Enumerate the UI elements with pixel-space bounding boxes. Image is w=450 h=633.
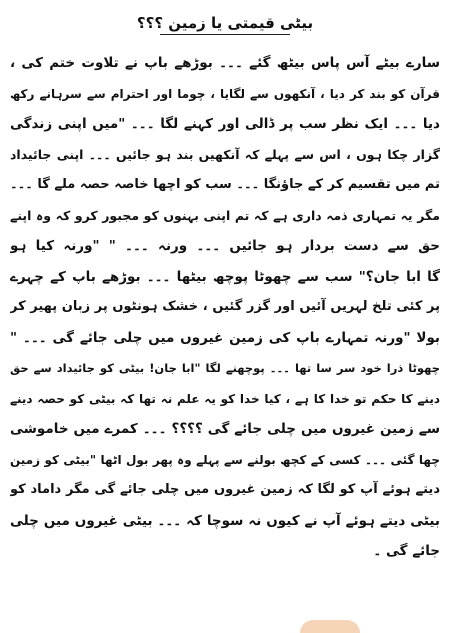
body-line: دینے کا حکم تو خدا کا ہے ، کیا خدا کو یہ علم نہ تھا کہ بیٹی کو حصہ دینے — [10, 391, 440, 406]
title-underline — [160, 34, 290, 35]
body-line: دیا ۔۔۔ ایک نظر سب پر ڈالی اور کہنے لگا ۔۔۔ "میں اپنی زندگی — [10, 116, 440, 132]
body-line: حق سے دست بردار ہو جائیں ۔۔۔ ورنہ ۔۔۔ " "ورنہ کیا ہو — [10, 238, 440, 254]
document-title: بیٹی قیمتی یا زمین ؟؟؟ — [136, 14, 314, 32]
body-line: بولا "ورنہ تمہارے باپ کی زمین غیروں میں چلی جائے گی ۔۔۔ " — [10, 329, 440, 346]
body-line: پر کئی تلخ لہریں آئیں اور گزر گئیں ، خشک ہونٹوں پر زبان پھیر کر — [10, 299, 440, 314]
body-line: قرآن کو بند کر دیا ، آنکھوں سے لگایا ، چوما اور احترام سے سرہانے رکھ — [10, 86, 440, 101]
body-line: سے زمین غیروں میں چلی جائے گی ؟؟؟؟ ۔۔۔ کمرے میں خاموشی — [10, 421, 440, 437]
body-line: گا ابا جان؟" سب سے چھوٹا پوچھ بیٹھا ۔۔۔ بوڑھے باپ کے چہرے — [10, 268, 440, 285]
body-line: گزار چکا ہوں ، اس سے پہلے کہ آنکھیں بند ہو جائیں ۔۔۔ اپنی جائیداد — [10, 146, 440, 162]
body-line: مگر یہ تمہاری ذمہ داری ہے کہ تم اپنی بہنوں کو مجبور کرو کہ وہ اپنے — [10, 207, 440, 223]
body-line: سارے بیٹے آس پاس بیٹھ گئے ۔۔۔ بوڑھے باپ نے تلاوت ختم کی ، — [10, 55, 440, 71]
body-line: چھوٹا ذرا خود سر سا تھا ۔۔۔ پوچھنے لگا "ابا جان! بیٹی کو جائیداد سے حق — [10, 361, 440, 375]
bottom-edge-smudge — [300, 620, 360, 633]
body-line: دیتے ہوئے آپ کو لگا کہ زمین غیروں میں چلی جائے گی مگر داماد کو — [10, 482, 440, 497]
body-line: تم میں تقسیم کر کے جاؤنگا ۔۔۔ سب کو اچھا خاصہ حصہ ملے گا ۔۔۔ — [10, 177, 440, 192]
body-line: بیٹی دیتے ہوئے آپ نے کیوں نہ سوچا کہ ۔۔۔ بیٹی غیروں میں چلی — [10, 512, 440, 529]
body-line: چھا گئی ۔۔۔ کسی کے کچھ بولنے سے پہلے وہ پھر بول اٹھا "بیٹی کو زمین — [10, 452, 440, 467]
body-line-last: جائے گی ۔ — [373, 543, 440, 559]
document-body — [10, 48, 440, 567]
